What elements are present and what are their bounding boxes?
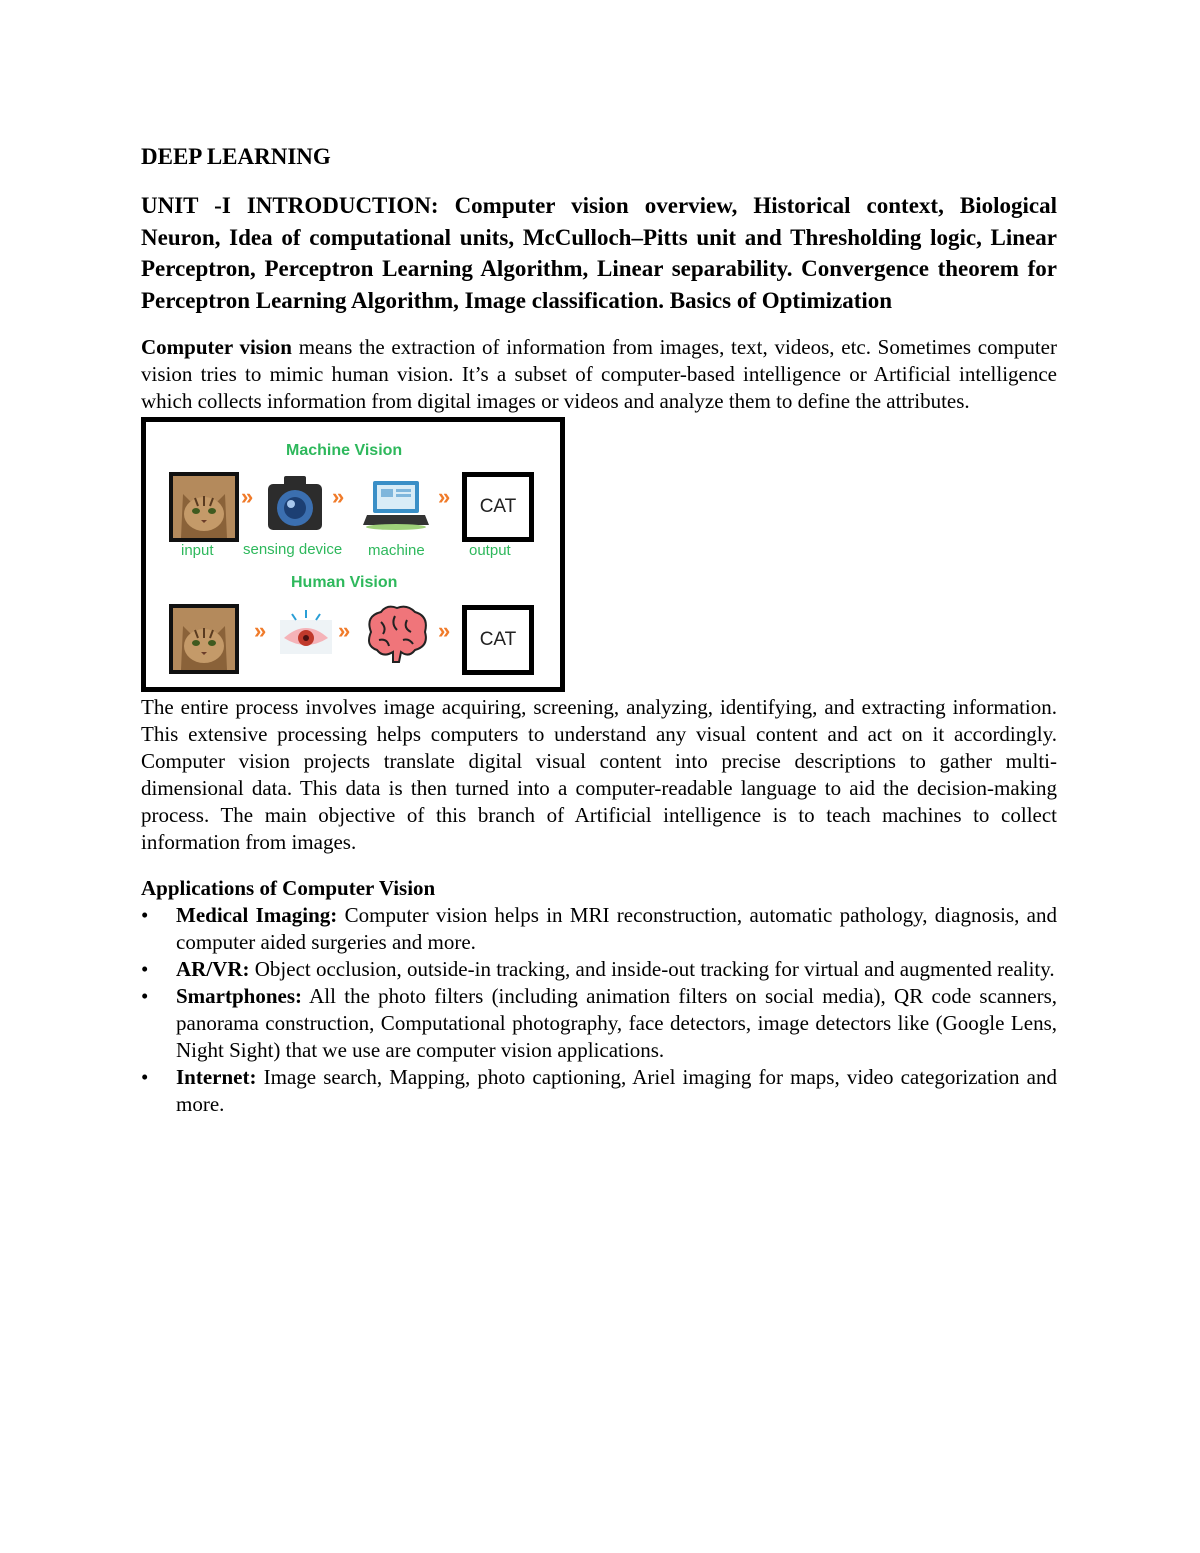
bullet: • — [141, 984, 149, 1008]
vision-figure — [141, 417, 565, 692]
eye-icon — [278, 610, 334, 663]
cat-photo-human — [169, 604, 239, 674]
document-title: DEEP LEARNING — [141, 144, 331, 169]
list-item — [141, 956, 1057, 983]
process-paragraph: The entire process involves image acquiring, screening, analyzing, identifying, and extracting information. This extensive processing helps computers to understand any visual content and act on it accordingly. Computer vision projects translate digital visual content into precise descriptions to gather multi-dimensional data. This data is then turned into a computer-readable language to aid the decision-making process. The main objective of this branch of Artificial intelligence is to teach machines to collect information from images. — [141, 695, 1057, 854]
unit-heading-block — [141, 190, 1057, 316]
list-item — [141, 1064, 1057, 1118]
application-term: AR/VR: — [176, 957, 250, 981]
machine-output-box: CAT — [462, 472, 534, 542]
application-text: Image search, Mapping, photo captioning, Ariel imaging for maps, video categorization and more. — [176, 1065, 1057, 1116]
applications-list — [141, 902, 1057, 1118]
arrow-input-to-eye: » — [254, 618, 263, 643]
caption-machine: machine — [368, 542, 425, 559]
cat-photo-input — [169, 472, 239, 542]
camera-icon — [266, 472, 324, 539]
application-term: Internet: — [176, 1065, 257, 1089]
intro-paragraph — [141, 334, 1057, 415]
brain-icon — [361, 602, 431, 671]
bullet: • — [141, 903, 149, 927]
arrow-brain-to-output: » — [438, 618, 447, 643]
list-item — [141, 902, 1057, 956]
arrow-input-to-sensor: » — [241, 484, 250, 509]
applications-heading: Applications of Computer Vision — [141, 876, 436, 900]
intro-text: means the extraction of information from images, text, videos, etc. Sometimes computer vision tries to mimic human vision. It’s a subset of computer-based intelligence or Artificial intelligence which collects information from digital images or videos and analyze them to define the attributes. — [141, 335, 1057, 413]
bullet: • — [141, 957, 149, 981]
intro-term: Computer vision — [141, 335, 292, 359]
document-page — [141, 140, 1057, 1118]
application-text: Computer vision helps in MRI reconstruction, automatic pathology, diagnosis, and computer aided surgeries and more. — [176, 903, 1058, 954]
arrow-sensor-to-machine: » — [332, 484, 341, 509]
unit-heading: UNIT -I INTRODUCTION: — [141, 193, 439, 218]
list-item — [141, 983, 1057, 1064]
human-output-box: CAT — [462, 605, 534, 675]
application-term: Medical Imaging: — [176, 903, 338, 927]
human-vision-title: Human Vision — [291, 574, 398, 591]
application-text: Object occlusion, outside-in tracking, and inside-out tracking for virtual and augmented reality. — [249, 957, 1055, 981]
application-text: All the photo filters (including animation filters on social media), QR code scanners, panorama construction, Computational photography, face detectors, image detectors like (Google Lens, Night Sight) that we use are computer vision applications. — [176, 984, 1057, 1062]
caption-input: input — [181, 542, 214, 559]
application-term: Smartphones: — [176, 984, 303, 1008]
caption-sensing-device: sensing device — [243, 541, 343, 558]
unit-topics: Computer vision overview, Historical context, Biological Neuron, Idea of computational units, McCulloch–Pitts unit and Thresholding logic, Linear Perceptron, Perceptron Learning Algorithm, Linear separability. Convergence theorem for Perceptron Learning Algorithm, Image classification. Basics of Optimization — [141, 193, 1057, 313]
arrow-eye-to-brain: » — [338, 618, 347, 643]
bullet: • — [141, 1065, 149, 1089]
caption-output: output — [469, 542, 511, 559]
arrow-machine-to-output: » — [438, 484, 447, 509]
laptop-icon — [363, 477, 429, 536]
machine-vision-title: Machine Vision — [286, 442, 403, 459]
